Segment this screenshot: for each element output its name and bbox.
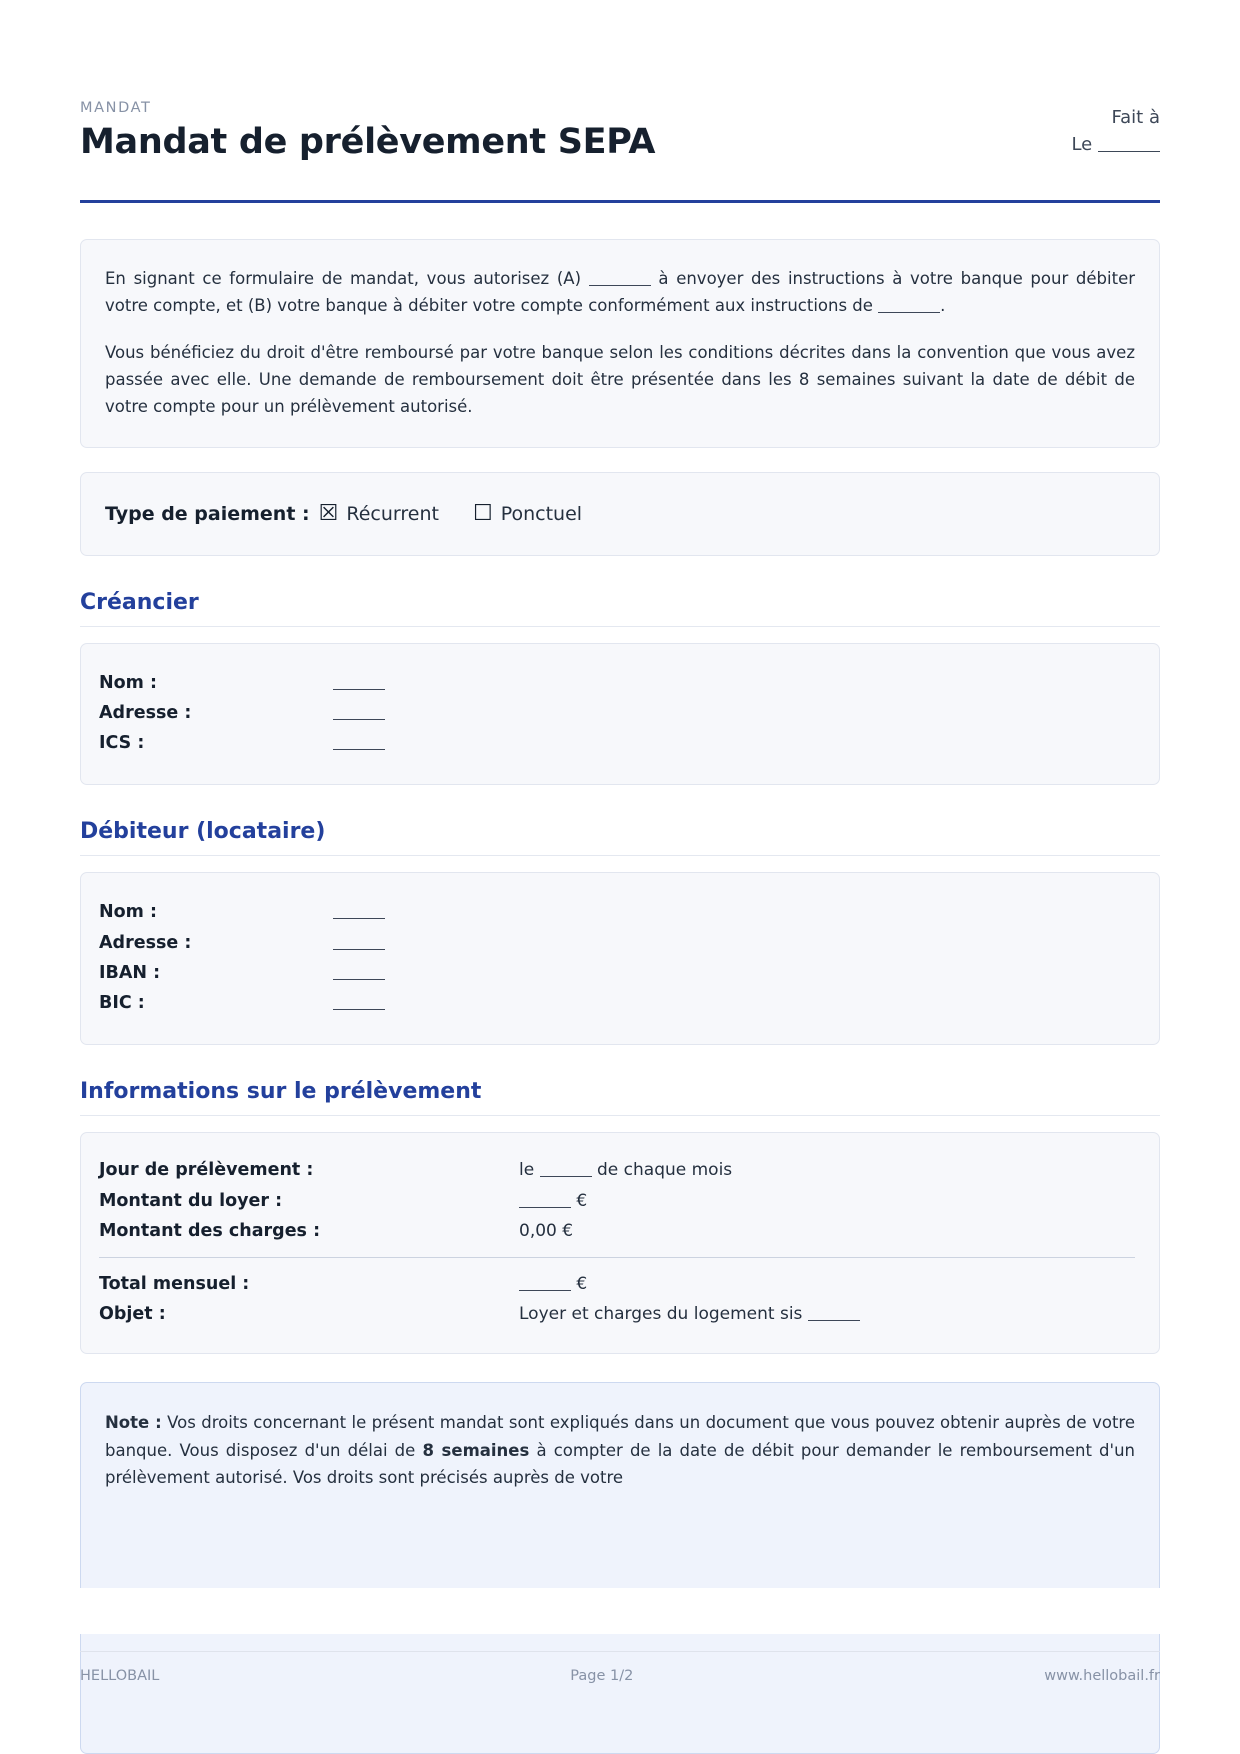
total-mensuel-label: Total mensuel : [99,1273,250,1294]
creancier-ics-value[interactable] [333,729,385,758]
field-row [99,698,1135,728]
montant-charges-label: Montant des charges : [99,1220,321,1241]
debiteur-iban-value[interactable] [333,959,385,988]
total-mensuel-blank[interactable] [519,1275,571,1291]
payment-type-row [105,500,1135,526]
creancier-adresse-value[interactable] [333,699,385,728]
intro-paragraph-1 [105,266,1135,320]
field-row [99,1299,1135,1329]
note-label: Note : [105,1413,162,1433]
total-currency: € [576,1273,588,1294]
field-row [99,897,1135,927]
debiteur-bic-value[interactable] [333,989,385,1018]
jour-prelevement-label: Jour de prélèvement : [99,1160,314,1181]
debiteur-nom-value[interactable] [333,898,385,927]
creancier-nom-blank[interactable] [333,674,385,690]
jour-blank[interactable] [540,1161,592,1177]
creancier-nom-label: Nom : [99,672,157,693]
objet-blank[interactable] [808,1305,860,1321]
header-divider [80,200,1160,203]
debiteur-adresse-value[interactable] [333,929,385,958]
jour-prelevement-value [519,1156,732,1185]
le-date-line [1071,131,1160,158]
note-text-a: Vos droits concernant le présent mandat sont expliqués dans un document que vous pouvez obtenir auprès de votre banque. Vous disposez d'un délai de [105,1413,1135,1460]
creditor-ref-blank[interactable] [878,297,940,313]
debiteur-adresse-label: Adresse : [99,932,192,953]
jour-suffix: de chaque mois [597,1160,733,1181]
creancier-nom-value[interactable] [333,669,385,698]
debiteur-nom-label: Nom : [99,902,157,923]
footer-website: www.hellobail.fr [1044,1668,1160,1684]
debiteur-iban-blank[interactable] [333,964,385,980]
document-eyebrow: MANDAT [80,100,152,116]
intro-panel [80,239,1160,447]
debiteur-nom-blank[interactable] [333,903,385,919]
section-heading-prelevement: Informations sur le prélèvement [80,1079,1160,1116]
note-bold-delay: 8 semaines [422,1440,530,1460]
note-text-b: à compter de la date de débit pour demander le remboursement d'un prélèvement autorisé. Vos droits sont précisés auprès de votre [105,1440,1135,1488]
intro-text-a: En signant ce formulaire de mandat, vous autorisez (A) [105,269,582,289]
payment-option-ponctuel[interactable] [472,500,583,526]
page-title: Mandat de prélèvement SEPA [80,122,656,162]
footer-brand: HELLOBAIL [80,1668,160,1684]
montant-loyer-blank[interactable] [519,1191,571,1207]
header-date-group [1071,100,1160,159]
payment-option-ponctuel-label: Ponctuel [500,502,583,525]
checkbox-checked-icon[interactable]: ☒ [318,500,339,526]
payment-type-panel [80,472,1160,556]
section-heading-creancier: Créancier [80,590,1160,627]
payment-option-recurrent[interactable] [318,500,439,526]
total-mensuel-value [519,1270,587,1299]
intro-text-b: à envoyer des instructions à votre banque pour débiter votre compte, et (B) votre banque à débiter votre compte conformément aux instructions de [105,269,1136,316]
montant-loyer-label: Montant du loyer : [99,1190,283,1211]
objet-text: Loyer et charges du logement sis [519,1304,803,1325]
field-row [99,958,1135,988]
field-row [99,1186,1135,1216]
prelevement-fieldbox [80,1132,1160,1354]
section-heading-debiteur: Débiteur (locataire) [80,819,1160,856]
note-panel [80,1382,1160,1754]
fait-a-label: Fait à [1111,107,1160,128]
creancier-fieldbox [80,643,1160,786]
footer-page-number: Page 1/2 [570,1668,634,1684]
debiteur-bic-label: BIC : [99,993,145,1014]
objet-label: Objet : [99,1304,166,1325]
debiteur-fieldbox [80,872,1160,1045]
field-row [99,1155,1135,1185]
prelevement-divider [99,1257,1135,1258]
loyer-currency: € [576,1190,588,1211]
field-row [99,668,1135,698]
checkbox-unchecked-icon[interactable]: ☐ [472,500,493,526]
header-title-group [80,100,655,162]
document-header [80,0,1160,162]
page-clip-mask [0,1588,1240,1634]
payment-type-label: Type de paiement : [105,502,310,525]
creancier-ics-blank[interactable] [333,734,385,750]
montant-loyer-value [519,1187,587,1216]
field-row [99,1269,1135,1299]
le-label: Le [1071,134,1093,156]
creancier-adresse-label: Adresse : [99,702,192,723]
debiteur-adresse-blank[interactable] [333,933,385,949]
intro-text-c: . [940,296,946,316]
field-row [99,1216,1135,1246]
field-row [99,928,1135,958]
creditor-name-blank[interactable] [589,271,651,287]
creancier-adresse-blank[interactable] [333,704,385,720]
le-date-blank[interactable] [1098,135,1160,152]
jour-prefix: le [519,1160,535,1181]
page-footer [80,1651,1160,1684]
debiteur-bic-blank[interactable] [333,994,385,1010]
note-paragraph [105,1409,1135,1491]
field-row [99,988,1135,1018]
creancier-ics-label: ICS : [99,733,145,754]
intro-paragraph-2: Vous bénéficiez du droit d'être remboursé par votre banque selon les conditions décrites dans la convention que vous avez passée avec elle. Une demande de remboursement doit être présentée dans les 8 semaines suivant la date de débit de votre compte pour un prélèvement autorisé. [105,342,1135,416]
montant-charges-value: 0,00 € [519,1220,574,1241]
field-row [99,728,1135,758]
debiteur-iban-label: IBAN : [99,962,161,983]
payment-option-recurrent-label: Récurrent [346,502,439,525]
objet-value [519,1300,860,1329]
